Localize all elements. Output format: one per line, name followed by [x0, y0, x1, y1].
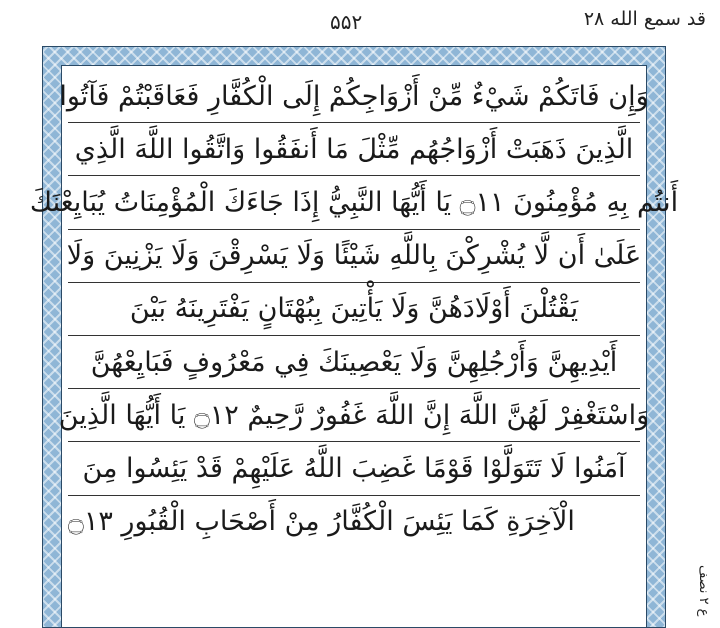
verse-line: يَقْتُلْنَ أَوْلَادَهُنَّ وَلَا يَأْتِينَ بِبُهْتَانٍ يَفْتَرِينَهُ بَيْنَ: [68, 283, 640, 336]
verse-line: وَاسْتَغْفِرْ لَهُنَّ اللَّهَ إِنَّ اللَّهَ غَفُورٌ رَّحِيمٌ ۝١٢ يَا أَيُّهَا الَّذِينَ: [68, 389, 640, 442]
verse-line: أَيْدِيهِنَّ وَأَرْجُلِهِنَّ وَلَا يَعْصِينَكَ فِي مَعْرُوفٍ فَبَايِعْهُنَّ: [68, 336, 640, 389]
verse-line: آمَنُوا لَا تَتَوَلَّوْا قَوْمًا غَضِبَ اللَّهُ عَلَيْهِمْ قَدْ يَئِسُوا مِنَ: [68, 442, 640, 495]
verse-line-text: الْآخِرَةِ كَمَا يَئِسَ الْكُفَّارُ مِنْ أَصْحَابِ الْقُبُورِ ۝١٣: [68, 506, 575, 538]
verse-line: وَإِن فَاتَكُمْ شَيْءٌ مِّنْ أَزْوَاجِكُمْ إِلَى الْكُفَّارِ فَعَاقَبْتُمْ فَآتُوا: [68, 70, 640, 123]
page-number: ۵۵۲: [330, 10, 363, 34]
juz-label: قد سمع الله ۲۸: [583, 8, 706, 30]
decorative-border-frame: [29, 46, 679, 628]
ruku-marker: ع ۲ نصف: [696, 565, 711, 617]
verse-line: عَلَىٰ أَن لَّا يُشْرِكْنَ بِاللَّهِ شَيْئًا وَلَا يَسْرِقْنَ وَلَا يَزْنِينَ وَلَا: [68, 230, 640, 283]
text-panel: [29, 65, 679, 627]
verse-line-last: [68, 496, 640, 548]
verse-line: أَنتُم بِهِ مُؤْمِنُونَ ۝١١ يَا أَيُّهَا النَّبِيُّ إِذَا جَاءَكَ الْمُؤْمِنَاتُ يُبَايِعْنَكَ: [68, 176, 640, 229]
page-header: [0, 0, 720, 44]
verse-lines: [29, 70, 679, 627]
verse-line: الَّذِينَ ذَهَبَتْ أَزْوَاجُهُم مِّثْلَ مَا أَنفَقُوا وَاتَّقُوا اللَّهَ الَّذِي: [68, 123, 640, 176]
